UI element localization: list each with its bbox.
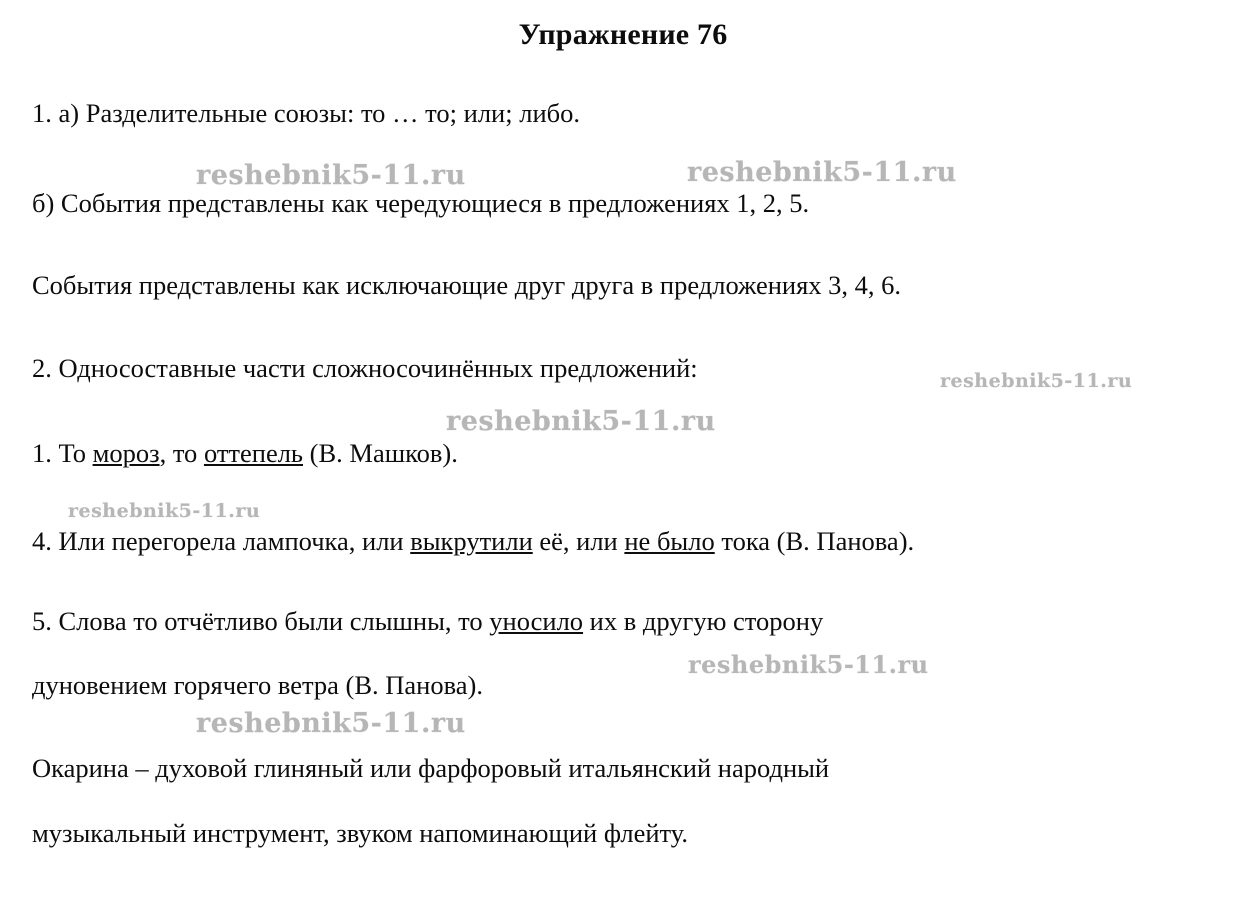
paragraph-2: 2. Односоставные части сложносочинённых предложений: [32,353,698,383]
watermark: reshebnik5-11.ru [940,370,1133,392]
watermark: reshebnik5-11.ru [687,157,957,188]
watermark: reshebnik5-11.ru [688,650,929,679]
watermark: reshebnik5-11.ru [446,406,716,437]
watermark: reshebnik5-11.ru [196,708,466,739]
paragraph-1a: 1. а) Разделительные союзы: то … то; или; либо. [32,98,580,128]
example-sentence-5-line2: дуновением горячего ветра (В. Панова). [32,670,483,700]
definition-line-1: Окарина – духовой глиняный или фарфоровый итальянский народный [32,753,830,783]
example-sentence-1: 1. То мороз, то оттепель (В. Машков). [32,438,458,468]
example-sentence-5-line1: 5. Слова то отчётливо были слышны, то уносило их в другую сторону [32,606,824,636]
watermark: reshebnik5-11.ru [68,500,261,522]
paragraph-1b: б) События представлены как чередующиеся в предложениях 1, 2, 5. [32,188,810,218]
definition-line-2: музыкальный инструмент, звуком напоминающий флейту. [32,818,688,848]
watermark: reshebnik5-11.ru [196,160,466,191]
example-sentence-4: 4. Или перегорела лампочка, или выкрутили её, или не было тока (В. Панова). [32,526,915,556]
page-title: Упражнение 76 [518,18,728,51]
paragraph-1c: События представлены как исключающие друг друга в предложениях 3, 4, 6. [32,270,902,300]
